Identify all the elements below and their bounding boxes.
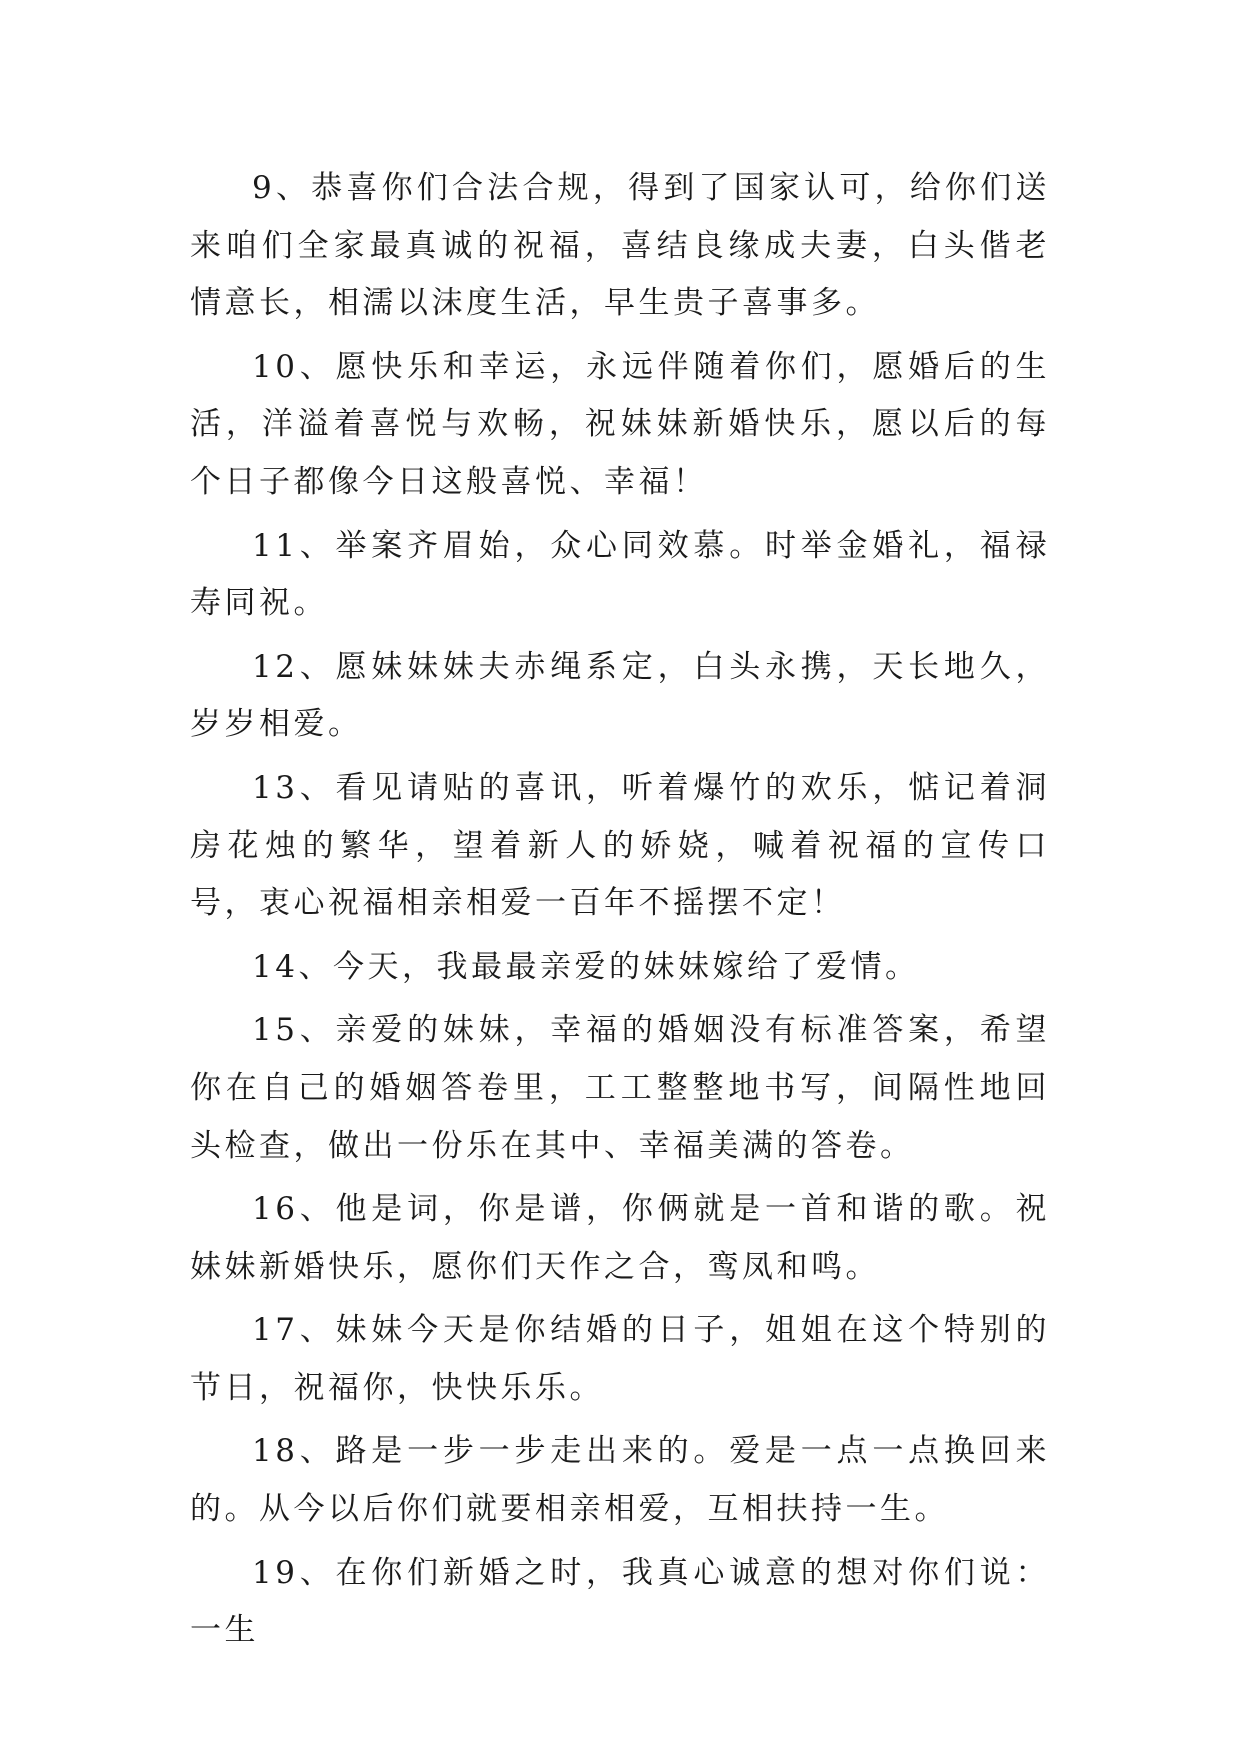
paragraph-18: 18、路是一步一步走出来的。爱是一点一点换回来的。从今以后你们就要相亲相爱，互相扶持一生。	[190, 1433, 1050, 1528]
paragraph-16: 16、他是词，你是谱，你俩就是一首和谐的歌。祝妹妹新婚快乐，愿你们天作之合，鸾凤和鸣。	[190, 1191, 1050, 1285]
document-body	[190, 160, 1050, 1666]
paragraph-11: 11、举案齐眉始，众心同效慕。时举金婚礼，福禄寿同祝。	[190, 527, 1050, 622]
paragraph-12: 12、愿妹妹妹夫赤绳系定，白头永携，天长地久，岁岁相爱。	[190, 648, 1050, 743]
paragraph-15: 15、亲爱的妹妹，幸福的婚姻没有标准答案，希望你在自己的婚姻答卷里，工工整整地书写，间隔性地回头检查，做出一份乐在其中、幸福美满的答卷。	[190, 1012, 1050, 1164]
paragraph-17: 17、妹妹今天是你结婚的日子，姐姐在这个特别的节日，祝福你，快快乐乐。	[190, 1312, 1050, 1406]
paragraph-10: 10、愿快乐和幸运，永远伴随着你们，愿婚后的生活，洋溢着喜悦与欢畅，祝妹妹新婚快乐，愿以后的每个日子都像今日这般喜悦、幸福！	[190, 348, 1050, 500]
paragraph-14: 14、今天，我最最亲爱的妹妹嫁给了爱情。	[252, 948, 920, 985]
paragraph-19: 19、在你们新婚之时，我真心诚意的想对你们说：一生	[190, 1554, 1050, 1649]
paragraph-9: 9、恭喜你们合法合规，得到了国家认可，给你们送来咱们全家最真诚的祝福，喜结良缘成夫妻，白头偕老情意长，相濡以沫度生活，早生贵子喜事多。	[190, 170, 1050, 322]
paragraph-13: 13、看见请贴的喜讯，听着爆竹的欢乐，惦记着洞房花烛的繁华，望着新人的娇娆，喊着祝福的宣传口号，衷心祝福相亲相爱一百年不摇摆不定！	[190, 769, 1050, 922]
